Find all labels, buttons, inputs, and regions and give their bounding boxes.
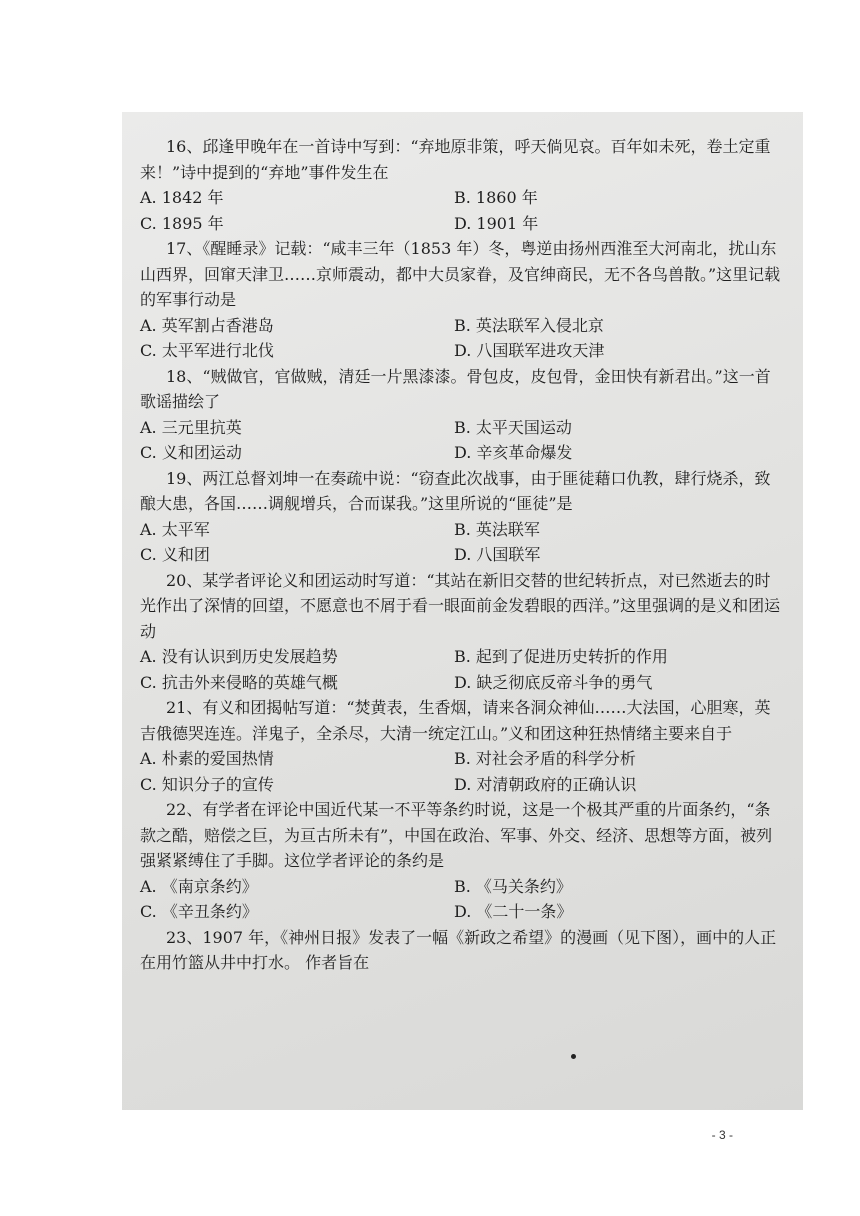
options xyxy=(140,415,785,466)
option-d: D. 缺乏彻底反帝斗争的勇气 xyxy=(454,672,653,692)
option-b: B. 起到了促进历史转折的作用 xyxy=(454,647,668,666)
option-b: B. 太平天国运动 xyxy=(454,417,572,437)
option-a: A. 太平军 xyxy=(140,519,210,539)
option-c: C. 太平军进行北伐 xyxy=(140,341,274,360)
option-b: B. 英法联军 xyxy=(454,519,540,539)
option-a: A. 朴素的爱国热情 xyxy=(140,749,274,768)
question-16 xyxy=(140,134,785,236)
option-d: D. 1901 年 xyxy=(454,213,539,233)
options xyxy=(140,874,785,925)
options xyxy=(140,185,785,236)
question-stem: 20、某学者评论义和团运动时写道：“其站在新旧交替的世纪转折点，对已然逝去的时光作出了深情的回望，不愿意也不屑于看一眼面前金发碧眼的西洋。”这里强调的是义和团运动 xyxy=(140,570,781,641)
option-b: B. 《马关条约》 xyxy=(454,876,572,896)
options xyxy=(140,313,785,364)
option-a: A. 英军割占香港岛 xyxy=(140,315,274,335)
question-21 xyxy=(140,695,785,797)
question-stem: 22、有学者在评论中国近代某一不平等条约时说，这是一个极其严重的片面条约，“条款之酷，赔偿之巨，为亘古所未有”，中国在政治、军事、外交、经济、思想等方面，被列强紧紧缚住了手脚。这位学者评论的条约是 xyxy=(140,800,773,870)
question-list xyxy=(140,134,785,976)
option-b: B. 对社会矛盾的科学分析 xyxy=(454,749,636,768)
option-c: C. 义和团 xyxy=(140,545,210,564)
option-d: D. 辛亥革命爆发 xyxy=(454,443,573,462)
option-b: B. 1860 年 xyxy=(454,188,538,207)
question-stem: 19、两江总督刘坤一在奏疏中说：“窃查此次战事，由于匪徒藉口仇教，肆行烧杀，致酿大患，各国……调舰增兵，合而谋我。”这里所说的“匪徒”是 xyxy=(140,468,771,513)
option-d: D. 八国联军 xyxy=(454,545,541,564)
question-stem: 17、《醒睡录》记载：“咸丰三年（1853 年）冬，粤逆由扬州西淮至大河南北，扰山东山西界，回窜天津卫……京师震动，都中大员家眷，及官绅商民，无不各鸟兽散。”这里记载的军事行动是 xyxy=(140,239,781,309)
option-c: C. 抗击外来侵略的英雄气概 xyxy=(140,672,338,692)
question-18 xyxy=(140,364,785,466)
options xyxy=(140,746,785,797)
options xyxy=(140,517,785,568)
option-d: D. 八国联军进攻天津 xyxy=(454,341,605,360)
option-d: D. 《二十一条》 xyxy=(454,902,573,921)
question-stem: 21、有义和团揭帖写道：“焚黄表，生香烟，请来各洞众神仙……大法国，心胆寒，英吉俄德哭连连。洋鬼子，全杀尽，大清一统定江山。”义和团这种狂热情绪主要来自于 xyxy=(140,698,771,743)
option-c: C. 《辛丑条约》 xyxy=(140,902,258,921)
question-stem: 18、“贼做官，官做贼，清廷一片黑漆漆。骨包皮，皮包骨，金田快有新君出。”这一首歌谣描绘了 xyxy=(140,366,771,411)
option-a: A. 1842 年 xyxy=(140,188,224,207)
option-a: A. 《南京条约》 xyxy=(140,876,258,896)
page-number: - 3 - xyxy=(711,1128,733,1142)
question-20 xyxy=(140,568,785,696)
option-c: C. 知识分子的宣传 xyxy=(140,774,274,794)
option-c: C. 义和团运动 xyxy=(140,443,242,462)
option-c: C. 1895 年 xyxy=(140,213,224,233)
options xyxy=(140,644,785,695)
option-b: B. 英法联军入侵北京 xyxy=(454,315,604,335)
question-19 xyxy=(140,466,785,568)
question-23 xyxy=(140,925,785,976)
question-22 xyxy=(140,797,785,925)
option-a: A. 没有认识到历史发展趋势 xyxy=(140,647,338,666)
option-d: D. 对清朝政府的正确认识 xyxy=(454,774,637,794)
option-a: A. 三元里抗英 xyxy=(140,417,242,437)
ink-dot xyxy=(571,1054,576,1059)
question-stem: 23、1907 年，《神州日报》发表了一幅《新政之希望》的漫画（见下图），画中的人正在用竹篮从井中打水。 作者旨在 xyxy=(140,927,777,972)
question-stem: 16、邱逢甲晚年在一首诗中写到：“弃地原非策，呼天倘见哀。百年如未死，卷土定重来！”诗中提到的“弃地”事件发生在 xyxy=(140,137,771,182)
scanned-page-photo xyxy=(122,112,803,1110)
question-17 xyxy=(140,236,785,364)
